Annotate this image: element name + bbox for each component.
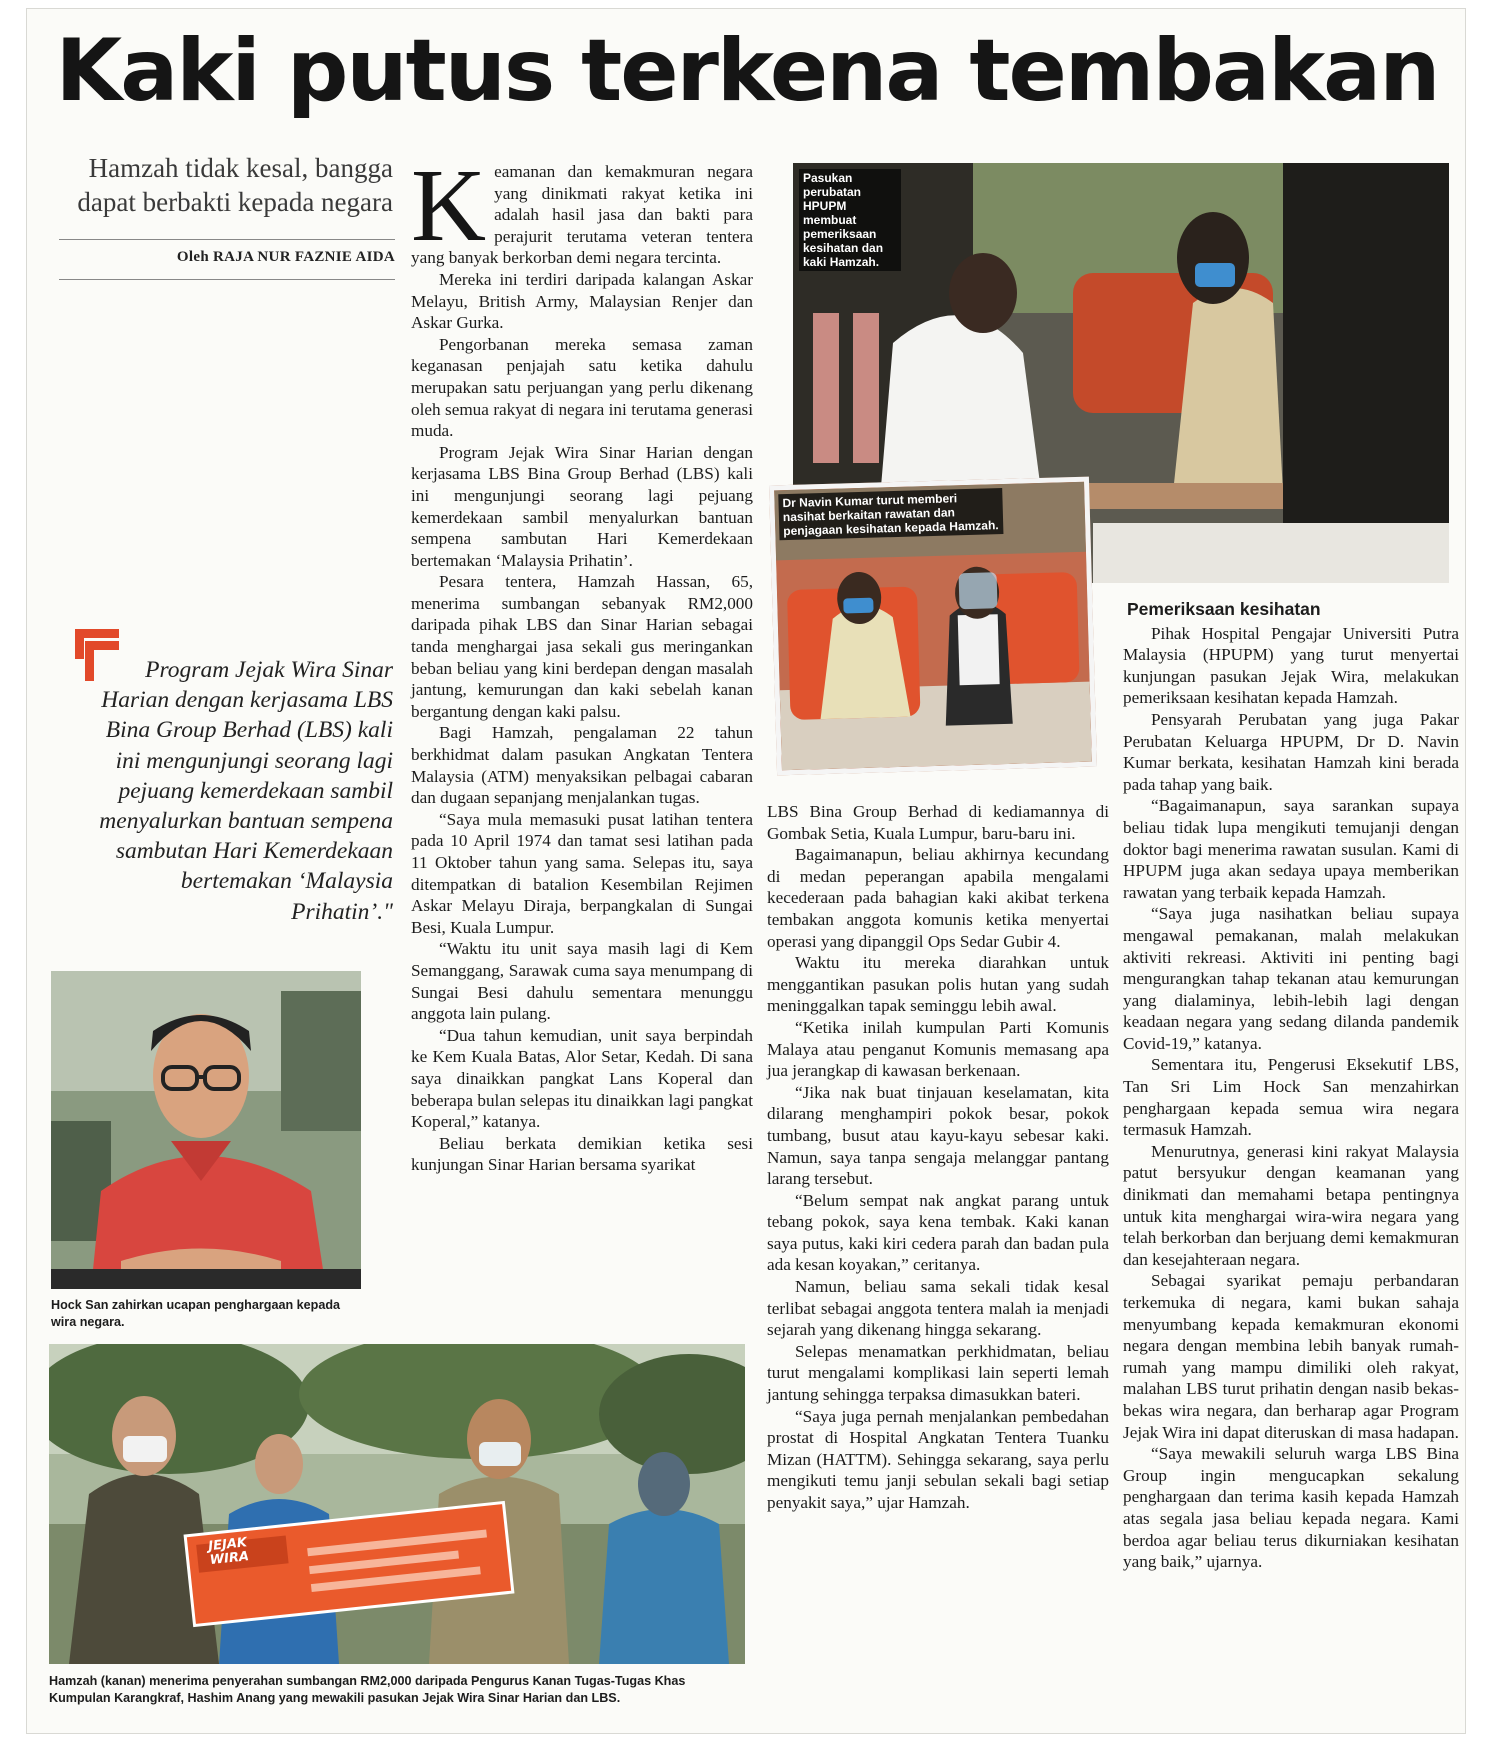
article-column-3 [1123, 599, 1459, 1709]
rule-bottom [59, 279, 395, 280]
handover-caption: Hamzah (kanan) menerima penyerahan sumbangan RM2,000 daripada Pengurus Kanan Tugas-Tugas Khas Kumpulan Karangkraf, Hashim Anang yang mewakili pasukan Jejak Wira Sinar Harian dan LBS. [49, 1674, 686, 1705]
byline: Oleh RAJA NUR FAZNIE AIDA [176, 249, 395, 265]
article-col2-para: Namun, beliau sama sekali tidak kesal terlibat sebagai anggota tentera malah ia menjadi sejarah yang dikenang hingga sekarang. [767, 1277, 1109, 1340]
article-column-1 [411, 148, 753, 1331]
article-col3-para: Sebagai syarikat pemaju perbandaran terkemuka di negara, kami bukan sahaja menyumbang kepada kemakmuran ekonomi negara dengan membina lebih banyak rumah-rumah yang mampu dimiliki oleh rakyat, malahan LBS turut prihatin dengan nasib bekas-bekas wira negara, dan berharap agar Program Jejak Wira ini dapat diteruskan di masa hadapan. [1123, 1271, 1459, 1442]
article-col2-para: Waktu itu mereka diarahkan untuk menggantikan pasukan polis hutan yang sudah meninggalkan tapak seminggu lebih awal. [767, 953, 1109, 1016]
dropcap: K [411, 148, 487, 263]
article-col3-para: “Saya mewakili seluruh warga LBS Bina Group ingin mengucapkan sekalung penghargaan dan terima kasih kepada Hamzah atas segala jasa beliau kepada negara. Kami berdoa agar beliau terus dikurniakan kesihatan yang baik,” ujarnya. [1123, 1444, 1459, 1572]
article-col1-para: Pengorbanan mereka semasa zaman keganasan penjajah satu ketika dahulu merupakan satu perjuangan yang perlu dikenang oleh semua rakyat di negara ini terutama generasi muda. [411, 334, 753, 441]
article-col2-para: Selepas menamatkan perkhidmatan, beliau turut mengalami komplikasi lain seperti lemah jantung sehingga terpaksa dimasukkan bateri. [767, 1341, 1109, 1405]
headline: Kaki putus terkena tembakan [55, 21, 1439, 121]
article-col2-para: “Jika nak buat tinjauan keselamatan, kita dilarang menghampiri pokok besar, pokok tumbang, busut atau kayu-kayu sebesar kaki. Namun, saya tanpa sengaja melanggar pantang larang tersebut. [767, 1082, 1109, 1189]
pullquote: Program Jejak Wira Sinar Harian dengan kerjasama LBS Bina Group Berhad (LBS) kali ini mengunjungi seorang lagi pejuang kemerdekaan sambil menyalurkan bantuan sempena sambutan Hari Kemerdekaan bertemakan ‘Malaysia Prihatin’." [99, 657, 393, 925]
article-col3-para: Menurutnya, generasi kini rakyat Malaysia patut bersyukur dengan keamanan yang dinikmati dan memahami betapa pentingnya untuk kita menghargai wira-wira negara yang telah berkorban dan berjuang demi kemakmuran dan kesejahteraan negara. [1123, 1141, 1459, 1269]
article-col3-para: Pensyarah Perubatan yang juga Pakar Perubatan Keluarga HPUPM, Dr D. Navin Kumar berkata, kesihatan Hamzah kini berada pada tahap yang baik. [1123, 709, 1459, 794]
article-col1-para-1: Keamanan dan kemakmuran negara yang dinikmati rakyat ketika ini adalah hasil jasa dan bakti para perajurit terutama veteran tentera yang banyak berkorban demi negara tercinta. [411, 148, 753, 268]
doctor-photo-tag: Dr Navin Kumar turut memberi nasihat berkaitan rawatan dan penjagaan kesihatan kepada Hamzah. [778, 488, 1003, 540]
article-col1-para: “Waktu itu unit saya masih lagi di Kem Semanggang, Sarawak cuma saya menumpang di Sungai Besi dahulu sementara menunggu anggota lain pulang. [411, 939, 753, 1024]
article-col1-para: “Saya mula memasuki pusat latihan tentera pada 10 April 1974 dan tamat sesi latihan pada 11 Oktober tahun yang sama. Selepas itu, saya ditempatkan di batalion Kesembilan Rejimen Askar Melayu Diraja, berpangkalan di Sungai Besi, Kuala Lumpur. [411, 809, 753, 937]
subheadline: Hamzah tidak kesal, bangga dapat berbakti kepada negara [77, 153, 393, 217]
article-col2-para: “Saya juga pernah menjalankan pembedahan prostat di Hospital Angkatan Tentera Tuanku Mizan (HATTM). Sehingga sekarang, saya perlu mengikuti temu janji sebulan sekali bagi setiap penyakit saya,” ujar Hamzah. [767, 1406, 1109, 1512]
article-col2-para: “Belum sempat nak angkat parang untuk tebang pokok, saya kena tembak. Kaki kanan saya putus, kaki kiri cedera parah dan badan pula ada kesan koyakan,” ceritanya. [767, 1190, 1109, 1275]
section-heading: Pemeriksaan kesihatan [1127, 599, 1321, 619]
doctor-photo [769, 477, 1097, 776]
portrait-caption: Hock San zahirkan ucapan penghargaan kepada wira negara. [51, 1298, 341, 1329]
article-col3-para: Sementara itu, Pengerusi Eksekutif LBS, Tan Sri Lim Hock San menzahirkan penghargaan kepada semua wira negara termasuk Hamzah. [1123, 1055, 1459, 1140]
newspaper-page [26, 8, 1466, 1734]
article-column-2 [767, 801, 1109, 1701]
article-col1-para: Bagi Hamzah, pengalaman 22 tahun berkhidmat dalam pasukan Angkatan Tentera Malaysia (ATM) menyaksikan pelbagai cabaran dan dugaan sepanjang menjalankan tugas. [411, 723, 753, 808]
handover-photo [49, 1344, 745, 1664]
article-col2-para: Bagaimanapun, beliau akhirnya kecundang di medan peperangan apabila mengalami kecederaan pada bahagian kaki akibat terkena tembakan anggota komunis ketika menyertai operasi yang dipanggil Ops Sedar Gubir 4. [767, 845, 1109, 951]
article-col1-para: Program Jejak Wira Sinar Harian dengan kerjasama LBS Bina Group Berhad (LBS) kali ini mengunjungi seorang lagi pejuang kemerdekaan sambil menyalurkan bantuan sempena sambutan Hari Kemerdekaan bertemakan ‘Malaysia Prihatin’. [411, 442, 753, 570]
portrait-photo [51, 971, 361, 1289]
article-col1-para: “Dua tahun kemudian, unit saya berpindah ke Kem Kuala Batas, Alor Setar, Kedah. Di sana saya dinaikkan pangkat Lans Koperal dan beberapa bulan selepas itu dinaikkan lagi pangkat Koperal,” katanya. [411, 1025, 753, 1132]
article-col1-para: Beliau berkata demikian ketika sesi kunjungan Sinar Harian bersama syarikat [411, 1133, 753, 1175]
article-col1-para: Pesara tentera, Hamzah Hassan, 65, menerima sumbangan sebanyak RM2,000 daripada pihak LBS dan Sinar Harian sebagai tanda menghargai jasa sekali gus meringankan beban beliau yang kini berdepan dengan masalah jantung, kemurungan dan kaki sebelah kanan bergantung dengan kaki palsu. [411, 572, 753, 721]
article-col3-para: “Saya juga nasihatkan beliau supaya mengawal pemakanan, malah melakukan aktiviti rekreasi. Aktiviti ini penting bagi mengurangkan tahap tekanan atau kemurungan yang dialaminya, lebih-lebih lagi dengan keadaan negara yang sedang dilanda pandemik Covid-19,” katanya. [1123, 904, 1459, 1053]
cheque-text: JEJAK WIRA [207, 1535, 250, 1569]
article-col2-para: “Ketika inilah kumpulan Parti Komunis Malaya atau penganut Komunis memasang apa jua jerangkap di kawasan berkenaan. [767, 1017, 1109, 1081]
article-col3-para: “Bagaimanapun, saya sarankan supaya beliau tidak lupa mengikuti temujanji dengan doktor bagi menerima rawatan susulan. Kami di HPUPM juga akan sedaya upaya memberikan rawatan yang terbaik kepada Hamzah. [1123, 796, 1459, 902]
article-col2-para: LBS Bina Group Berhad di kediamannya di Gombak Setia, Kuala Lumpur, baru-baru ini. [767, 802, 1109, 843]
article-col1-para: Mereka ini terdiri daripada kalangan Askar Melayu, British Army, Malaysian Renjer dan Askar Gurka. [411, 269, 753, 333]
rule-top [59, 239, 395, 240]
exam-photo-tag: Pasukan perubatan HPUPM membuat pemeriksaan kesihatan dan kaki Hamzah. [799, 169, 901, 271]
article-col3-para: Pihak Hospital Pengajar Universiti Putra Malaysia (HPUPM) yang turut menyertai kunjungan pasukan Jejak Wira, melakukan pemeriksaan kesihatan kepada Hamzah. [1123, 623, 1459, 708]
